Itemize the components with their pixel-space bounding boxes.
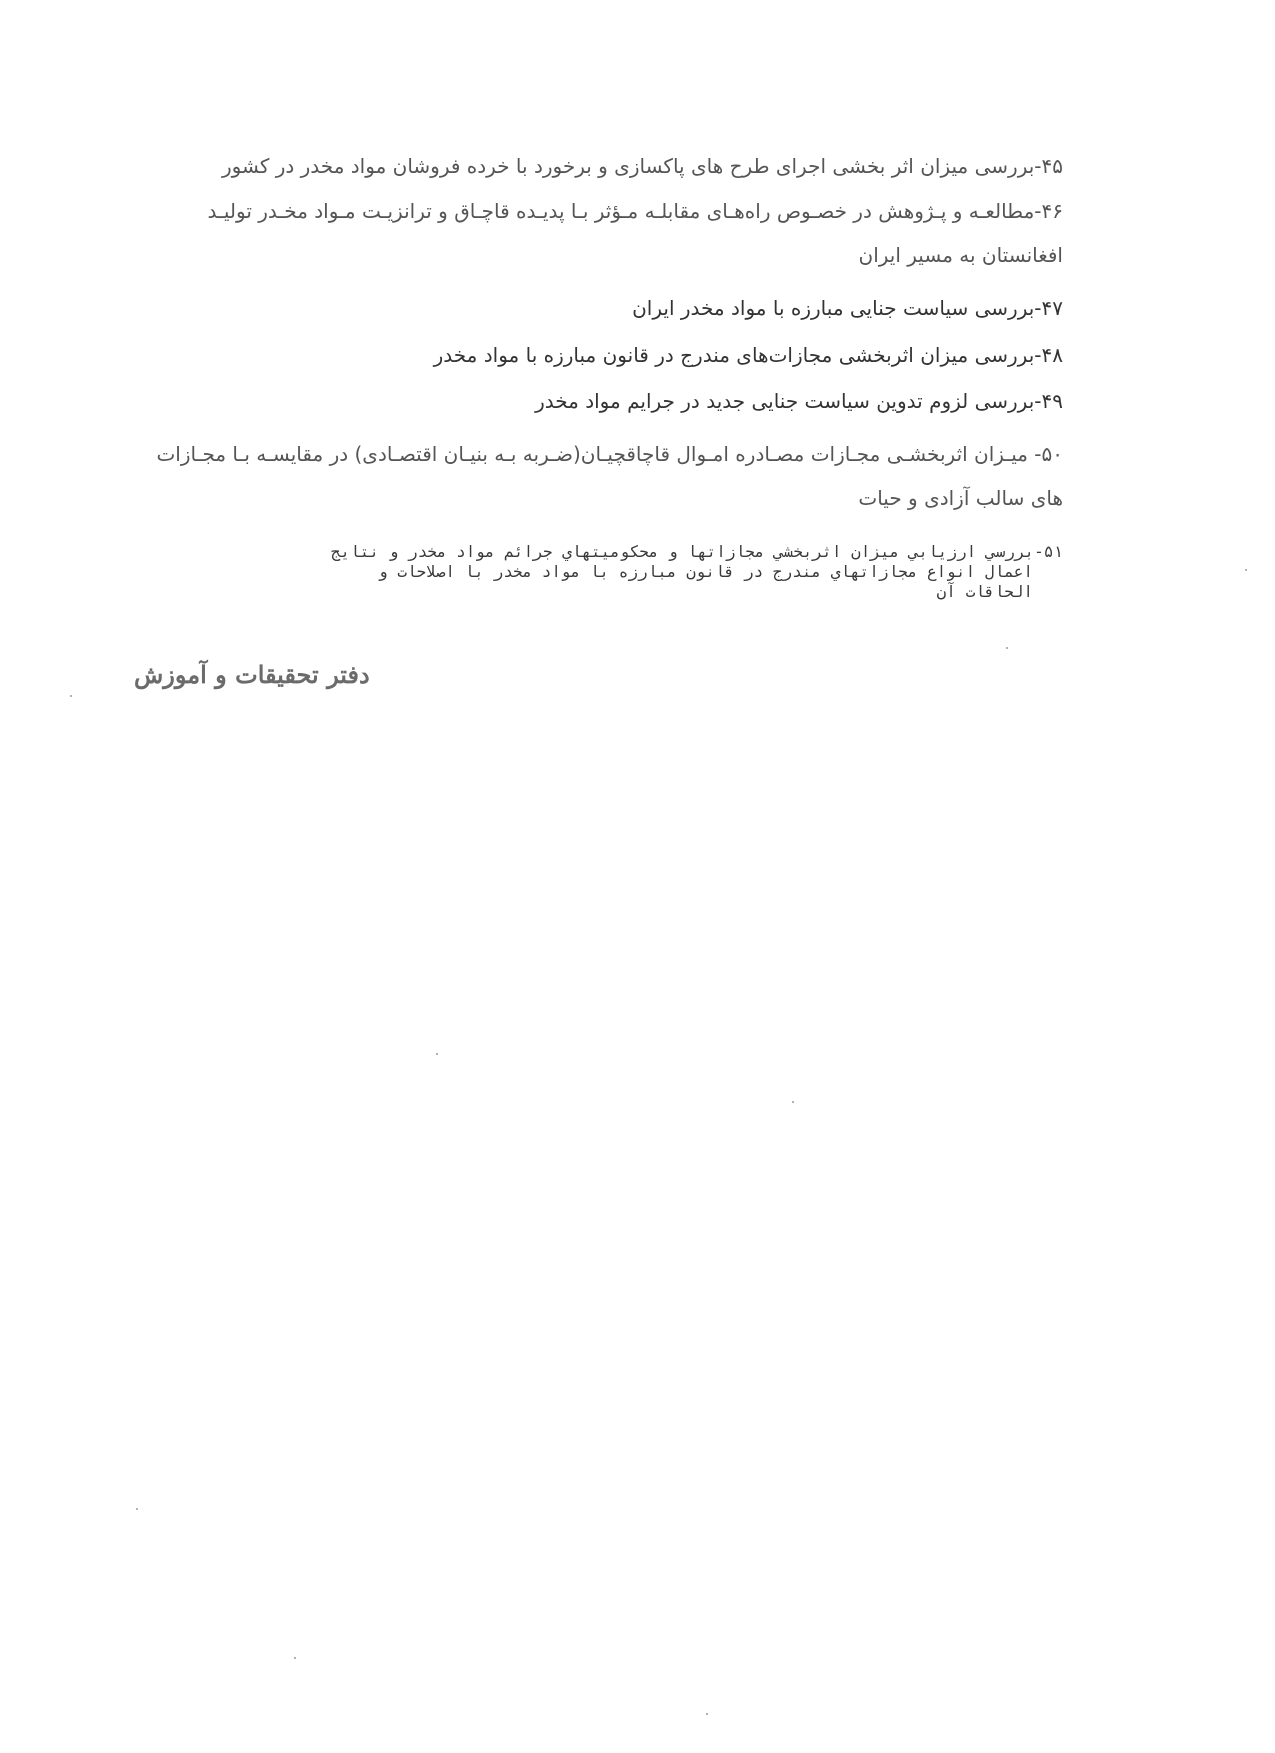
list-item-47	[632, 293, 1063, 323]
scan-speck	[706, 1713, 708, 1715]
scan-speck	[1006, 647, 1008, 649]
list-item-46	[208, 196, 1063, 270]
item-line: ۴۵-بررسی میزان اثر بخشی اجرای طرح های پاکسازی و برخورد با خرده فروشان مواد مخدر در کشور	[222, 154, 1063, 178]
item-line: ۵۱-بررسي ارزيابي ميزان اثربخشي مجازاتها و محكوميتهاي جرائم مواد مخدر و نتايج	[330, 542, 1063, 561]
item-line-continuation: افغانستان به مسیر ایران	[858, 243, 1063, 267]
scan-speck	[294, 1657, 296, 1659]
list-item-51	[331, 542, 1063, 602]
list-item-48	[434, 340, 1063, 370]
list-item-50	[156, 439, 1063, 513]
item-line-continuation: الحاقات آن	[936, 582, 1033, 601]
item-line: ۴۸-بررسی میزان اثربخشی مجازات‌های مندرج در قانون مبارزه با مواد مخدر	[433, 343, 1063, 367]
scan-speck	[70, 695, 72, 697]
list-item-49	[535, 386, 1063, 416]
scan-speck	[436, 1053, 438, 1055]
scan-speck	[1245, 569, 1247, 571]
office-label: دفتر تحقیقات و آموزش	[134, 660, 370, 689]
item-line-continuation: های سالب آزادی و حیات	[858, 486, 1063, 510]
list-item-45	[222, 151, 1063, 181]
item-line: ۵۰- میـزان اثربخشـی مجـازات مصـادره امـوال قاچاقچیـان(ضـربه بـه بنیـان اقتصـادی) در مقایسـه بـا مجـازات	[156, 442, 1063, 466]
scan-speck	[136, 1508, 138, 1510]
item-line: ۴۷-بررسی سیاست جنایی مبارزه با مواد مخدر ایران	[632, 296, 1063, 320]
item-line-continuation: اعمال انواع مجازاتهاي مندرج در قانون مبارزه با مواد مخدر با اصلاحات و	[377, 562, 1033, 581]
item-line: ۴۶-مطالعـه و پـژوهش در خصـوص راه‌هـای مقابلـه مـؤثر بـا پدیـده قاچـاق و ترانزیـت مـواد مخـدر تولیـد	[207, 199, 1063, 223]
scan-speck	[792, 1101, 794, 1103]
item-line: ۴۹-بررسی لزوم تدوین سیاست جنایی جدید در جرایم مواد مخدر	[535, 389, 1063, 413]
